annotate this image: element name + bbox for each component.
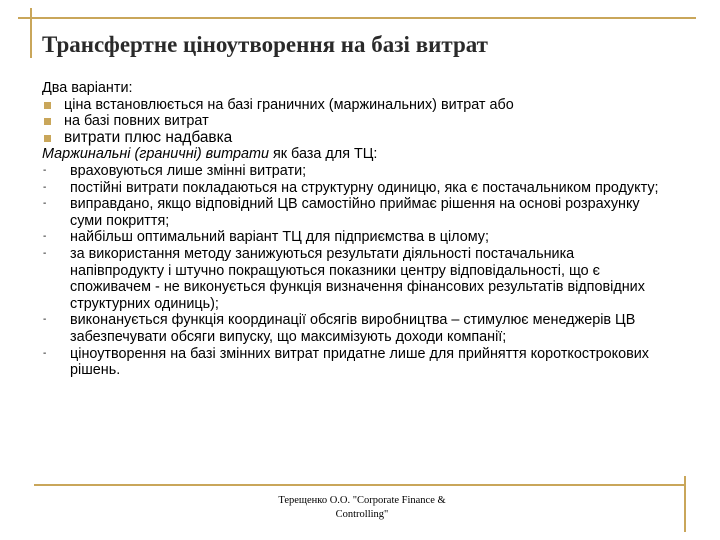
frame-right-line bbox=[684, 476, 686, 532]
point-item bbox=[42, 163, 672, 180]
option-item bbox=[42, 97, 672, 114]
point-text: постійні витрати покладаються на структурну одиницю, яка є постачальником продукту; bbox=[70, 179, 659, 196]
footer-line-2: Controlling" bbox=[335, 509, 389, 520]
marginal-heading-italic: Маржинальні (граничні) витрати bbox=[42, 146, 269, 163]
slide-body bbox=[42, 80, 672, 379]
point-item bbox=[42, 196, 672, 229]
option-item bbox=[42, 130, 672, 147]
marginal-heading-rest: як база для ТЦ: bbox=[268, 146, 378, 163]
square-bullet-icon bbox=[44, 118, 51, 125]
option-text: на базі повних витрат bbox=[64, 113, 209, 130]
dash-bullet-icon: - bbox=[43, 314, 47, 326]
point-item bbox=[42, 312, 672, 345]
dash-bullet-icon: - bbox=[43, 231, 47, 243]
square-bullet-icon bbox=[44, 135, 51, 142]
dash-bullet-icon: - bbox=[43, 247, 47, 259]
point-text: виконанується функція координації обсягів виробництва – стимулює менеджерів ЦВ забезпечувати обсяги випуску, що максимізують доходи компанії; bbox=[70, 312, 636, 345]
option-item bbox=[42, 113, 672, 130]
point-text: за використання методу занижуються результати діяльності постачальника напівпродукту і штучно покращуються показники центру відповідальності, що є споживачем - не виконується функція визначення фінансових результатів відповідних структурних одиниць); bbox=[70, 245, 645, 312]
point-text: враховуються лише змінні витрати; bbox=[70, 162, 307, 179]
option-text: ціна встановлюється на базі граничних (маржинальних) витрат або bbox=[64, 96, 514, 113]
dash-bullet-icon: - bbox=[43, 164, 47, 176]
point-item bbox=[42, 229, 672, 246]
option-text: витрати плюс надбавка bbox=[64, 128, 233, 146]
slide-title: Трансфертне ціноутворення на базі витрат bbox=[42, 32, 488, 57]
footer-credit bbox=[248, 494, 476, 522]
point-text: виправдано, якщо відповідний ЦВ самостійно приймає рішення на основі розрахунку суми покриття; bbox=[70, 196, 640, 229]
point-text: найбільш оптимальний варіант ТЦ для підприємства в цілому; bbox=[70, 229, 489, 246]
frame-bottom-line bbox=[34, 484, 686, 486]
point-item bbox=[42, 246, 672, 312]
point-text: ціноутворення на базі змінних витрат придатне лише для прийняття короткострокових рішень. bbox=[70, 345, 650, 379]
square-bullet-icon bbox=[44, 102, 51, 109]
dash-bullet-icon: - bbox=[43, 198, 47, 210]
dash-bullet-icon: - bbox=[43, 347, 47, 359]
intro-text: Два варіанти: bbox=[42, 80, 133, 96]
marginal-heading bbox=[42, 146, 672, 163]
dash-bullet-icon: - bbox=[43, 181, 47, 193]
footer-line-1: Терещенко О.О. "Corporate Finance & bbox=[278, 495, 446, 506]
frame-top-line bbox=[18, 17, 696, 19]
point-item bbox=[42, 180, 672, 197]
point-item bbox=[42, 346, 672, 379]
frame-left-line bbox=[30, 8, 32, 58]
